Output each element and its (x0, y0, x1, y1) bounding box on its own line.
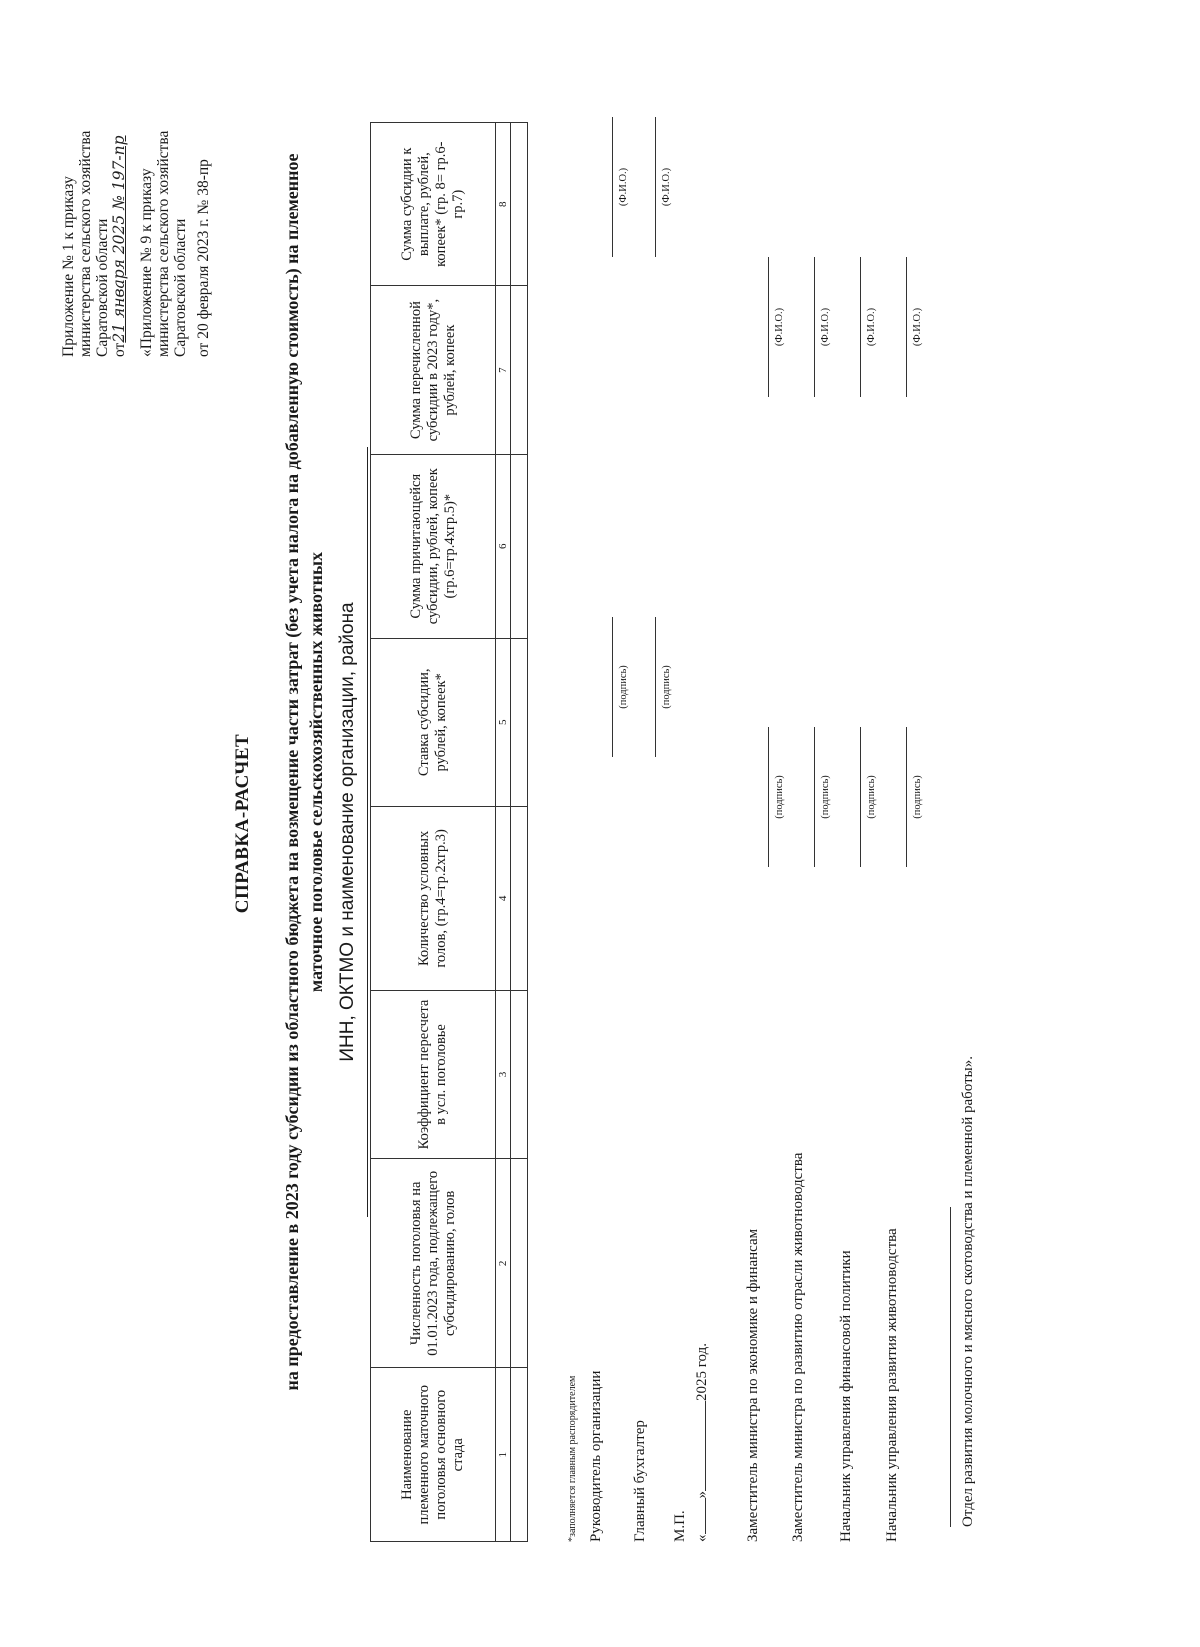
official-label: Заместитель министра по экономике и финансам (745, 1228, 761, 1542)
column-number-row (496, 123, 511, 1542)
name-caption: (Ф.И.О.) (820, 307, 831, 347)
name-line (814, 257, 815, 397)
order-date-line (111, 27, 128, 357)
signature-caption: (подпись) (618, 665, 629, 709)
signature-line (768, 727, 769, 867)
name-caption: (Ф.И.О.) (912, 307, 923, 347)
signature-label: Руководитель организации (588, 1370, 604, 1542)
department-note: Отдел развития молочного и мясного скотоводства и племенной работы». (960, 1056, 976, 1527)
order-prefix: от (111, 342, 128, 357)
column-header: Сумма причитающейся субсидии, рублей, копеек (гр.6=гр.4хгр.5)* (371, 454, 496, 638)
date-close-quote: » (694, 1491, 710, 1499)
appendix-line: министерства сельского хозяйства (77, 130, 94, 357)
signature-caption: (подпись) (912, 775, 923, 819)
prior-appendix-line: Саратовской области (172, 218, 189, 357)
table-cell (511, 286, 528, 454)
column-number: 6 (496, 454, 511, 638)
official-label: Начальник управления развития животноводства (884, 1228, 900, 1542)
column-number: 3 (496, 990, 511, 1158)
column-header: Количество условных голов, (гр.4=гр.2хгр.3) (371, 807, 496, 991)
table-cell (511, 1159, 528, 1368)
table-cell (511, 638, 528, 806)
handwritten-order-number: 21 января 2025 № 197-пр (110, 135, 128, 343)
subtitle-line: маточное поголовье сельскохозяйственных животных (306, 551, 326, 993)
table-cell (511, 990, 528, 1158)
table-header-row (371, 123, 496, 1542)
document-subtitle (280, 107, 328, 1437)
name-caption: (Ф.И.О.) (866, 307, 877, 347)
date-line (694, 1343, 711, 1542)
signature-caption: (подпись) (774, 775, 785, 819)
name-line (860, 257, 861, 397)
signature-line (612, 617, 613, 757)
signature-caption: (подпись) (820, 775, 831, 819)
name-line (768, 257, 769, 397)
name-line (612, 117, 613, 257)
column-number: 7 (496, 286, 511, 454)
prior-appendix-line: министерства сельского хозяйства (155, 130, 172, 357)
signature-line (860, 727, 861, 867)
signature-line (814, 727, 815, 867)
column-header: Сумма перечисленной субсидии в 2023 году*, рублей, копеек (371, 286, 496, 454)
appendix-line: Приложение № 1 к приказу (60, 176, 77, 357)
signature-caption: (подпись) (661, 665, 672, 709)
column-number: 4 (496, 807, 511, 991)
document-title: СПРАВКА-РАСЧЕТ (232, 733, 253, 914)
table-cell (511, 1368, 528, 1542)
stamp-mark: М.П. (672, 1510, 688, 1542)
appendix-line: Саратовской области (94, 218, 111, 357)
table-cell (511, 123, 528, 286)
table-row (511, 123, 528, 1542)
name-line (906, 257, 907, 397)
column-number: 2 (496, 1159, 511, 1368)
appendix-header (60, 27, 212, 357)
signature-label: Главный бухгалтер (632, 1420, 648, 1542)
signature-line (906, 727, 907, 867)
name-caption: (Ф.И.О.) (661, 167, 672, 207)
column-header: Сумма субсидии к выплате, рублей, копеек* (гр. 8= гр.6-гр.7) (371, 123, 496, 286)
column-header: Наименование племенного маточного поголовья основного стада (371, 1368, 496, 1542)
table-cell (511, 807, 528, 991)
official-label: Начальник управления финансовой политики (838, 1250, 854, 1542)
column-number: 5 (496, 638, 511, 806)
name-line (655, 117, 656, 257)
column-number: 8 (496, 123, 511, 286)
calculation-table (370, 122, 528, 1542)
date-year: 2025 год. (694, 1343, 710, 1401)
separator-line (950, 1207, 951, 1527)
prior-appendix-line: «Приложение № 9 к приказу (138, 168, 155, 357)
organization-field: ИНН, ОКТМО и наименование организации, района (333, 447, 368, 1217)
prior-appendix-line: от 20 февраля 2023 г. № 38-пр (195, 159, 212, 357)
signature-caption: (подпись) (866, 775, 877, 819)
name-caption: (Ф.И.О.) (774, 307, 785, 347)
signature-line (655, 617, 656, 757)
column-header: Коэффициент пересчета в усл. поголовье (371, 990, 496, 1158)
date-open-quote: « (694, 1534, 710, 1542)
table-cell (511, 454, 528, 638)
name-caption: (Ф.И.О.) (618, 167, 629, 207)
footnote: *заполняется главным распорядителем (567, 1375, 578, 1542)
column-number: 1 (496, 1368, 511, 1542)
official-label: Заместитель министра по развитию отрасли животноводства (790, 1152, 806, 1542)
column-header: Ставка субсидии, рублей, копеек* (371, 638, 496, 806)
subtitle-line: на предоставление в 2023 году субсидии из областного бюджета на возмещение части затрат (без учета налога на добавленную стоимость) на племенное (282, 153, 302, 1391)
column-header: Численность поголовья на 01.01.2023 года, подлежащего субсидированию, голов (371, 1159, 496, 1368)
